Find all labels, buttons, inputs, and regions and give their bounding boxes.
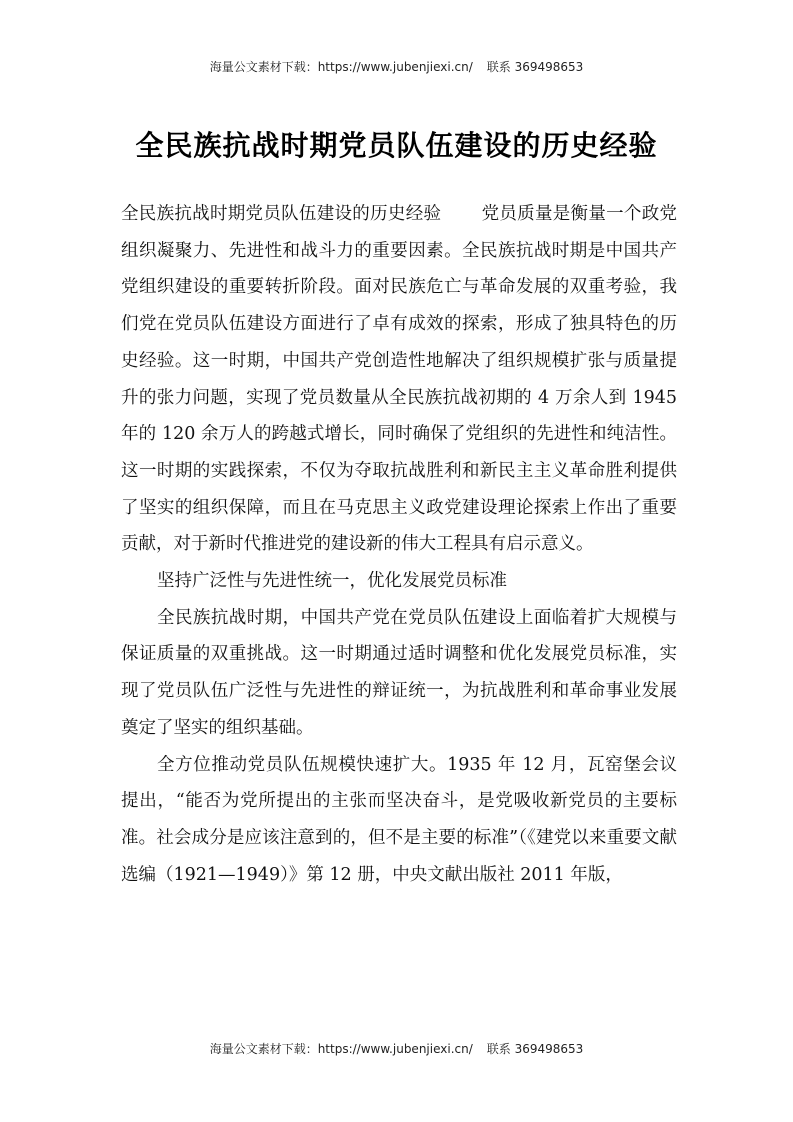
intro-paragraph — [121, 196, 677, 563]
header-contact: 联系 369498653 — [486, 60, 584, 74]
paragraph-3: 全方位推动党员队伍规模快速扩大。1935 年 12 月，瓦窑堡会议提出，“能否为党所提出的主张而坚决奋斗，是党吸收新党员的主要标准。社会成分是应该注意到的，但不是主要的标准”（《建党以来重要文献选编（1921—1949）》第 12 册，中央文献出版社 2011 年版， — [121, 754, 677, 885]
page-footer — [0, 1040, 793, 1057]
section-heading: 坚持广泛性与先进性统一，优化发展党员标准 — [157, 571, 507, 592]
footer-prefix: 海量公文素材下载： — [209, 1042, 318, 1056]
document-body — [121, 196, 677, 893]
footer-contact: 联系 369498653 — [486, 1042, 584, 1056]
lead-title: 全民族抗战时期党员队伍建设的历史经验 — [121, 204, 442, 224]
document-title: 全民族抗战时期党员队伍建设的历史经验 — [135, 129, 658, 162]
page-header — [0, 58, 793, 75]
header-url[interactable]: https://www.jubenjiexi.cn/ — [317, 60, 473, 74]
paragraph-2: 全民族抗战时期，中国共产党在党员队伍建设上面临着扩大规模与保证质量的双重挑战。这一时期通过适时调整和优化发展党员标准，实现了党员队伍广泛性与先进性的辩证统一，为抗战胜利和革命事业发展奠定了坚实的组织基础。 — [121, 607, 677, 738]
paragraph-1: 党员质量是衡量一个政党组织凝聚力、先进性和战斗力的重要因素。全民族抗战时期是中国共产党组织建设的重要转折阶段。面对民族危亡与革命发展的双重考验，我们党在党员队伍建设方面进行了卓有成效的探索，形成了独具特色的历史经验。这一时期，中国共产党创造性地解决了组织规模扩张与质量提升的张力问题，实现了党员数量从全民族抗战初期的 4 万余人到 1945 年的 120 余万人的跨越式增长，同时确保了党组织的先进性和纯洁性。这一时期的实践探索，不仅为夺取抗战胜利和新民主主义革命胜利提供了坚实的组织保障，而且在马克思主义政党建设理论探索上作出了重要贡献，对于新时代推进党的建设新的伟大工程具有启示意义。 — [121, 204, 678, 555]
header-prefix: 海量公文素材下载： — [209, 60, 318, 74]
footer-url[interactable]: https://www.jubenjiexi.cn/ — [317, 1042, 473, 1056]
